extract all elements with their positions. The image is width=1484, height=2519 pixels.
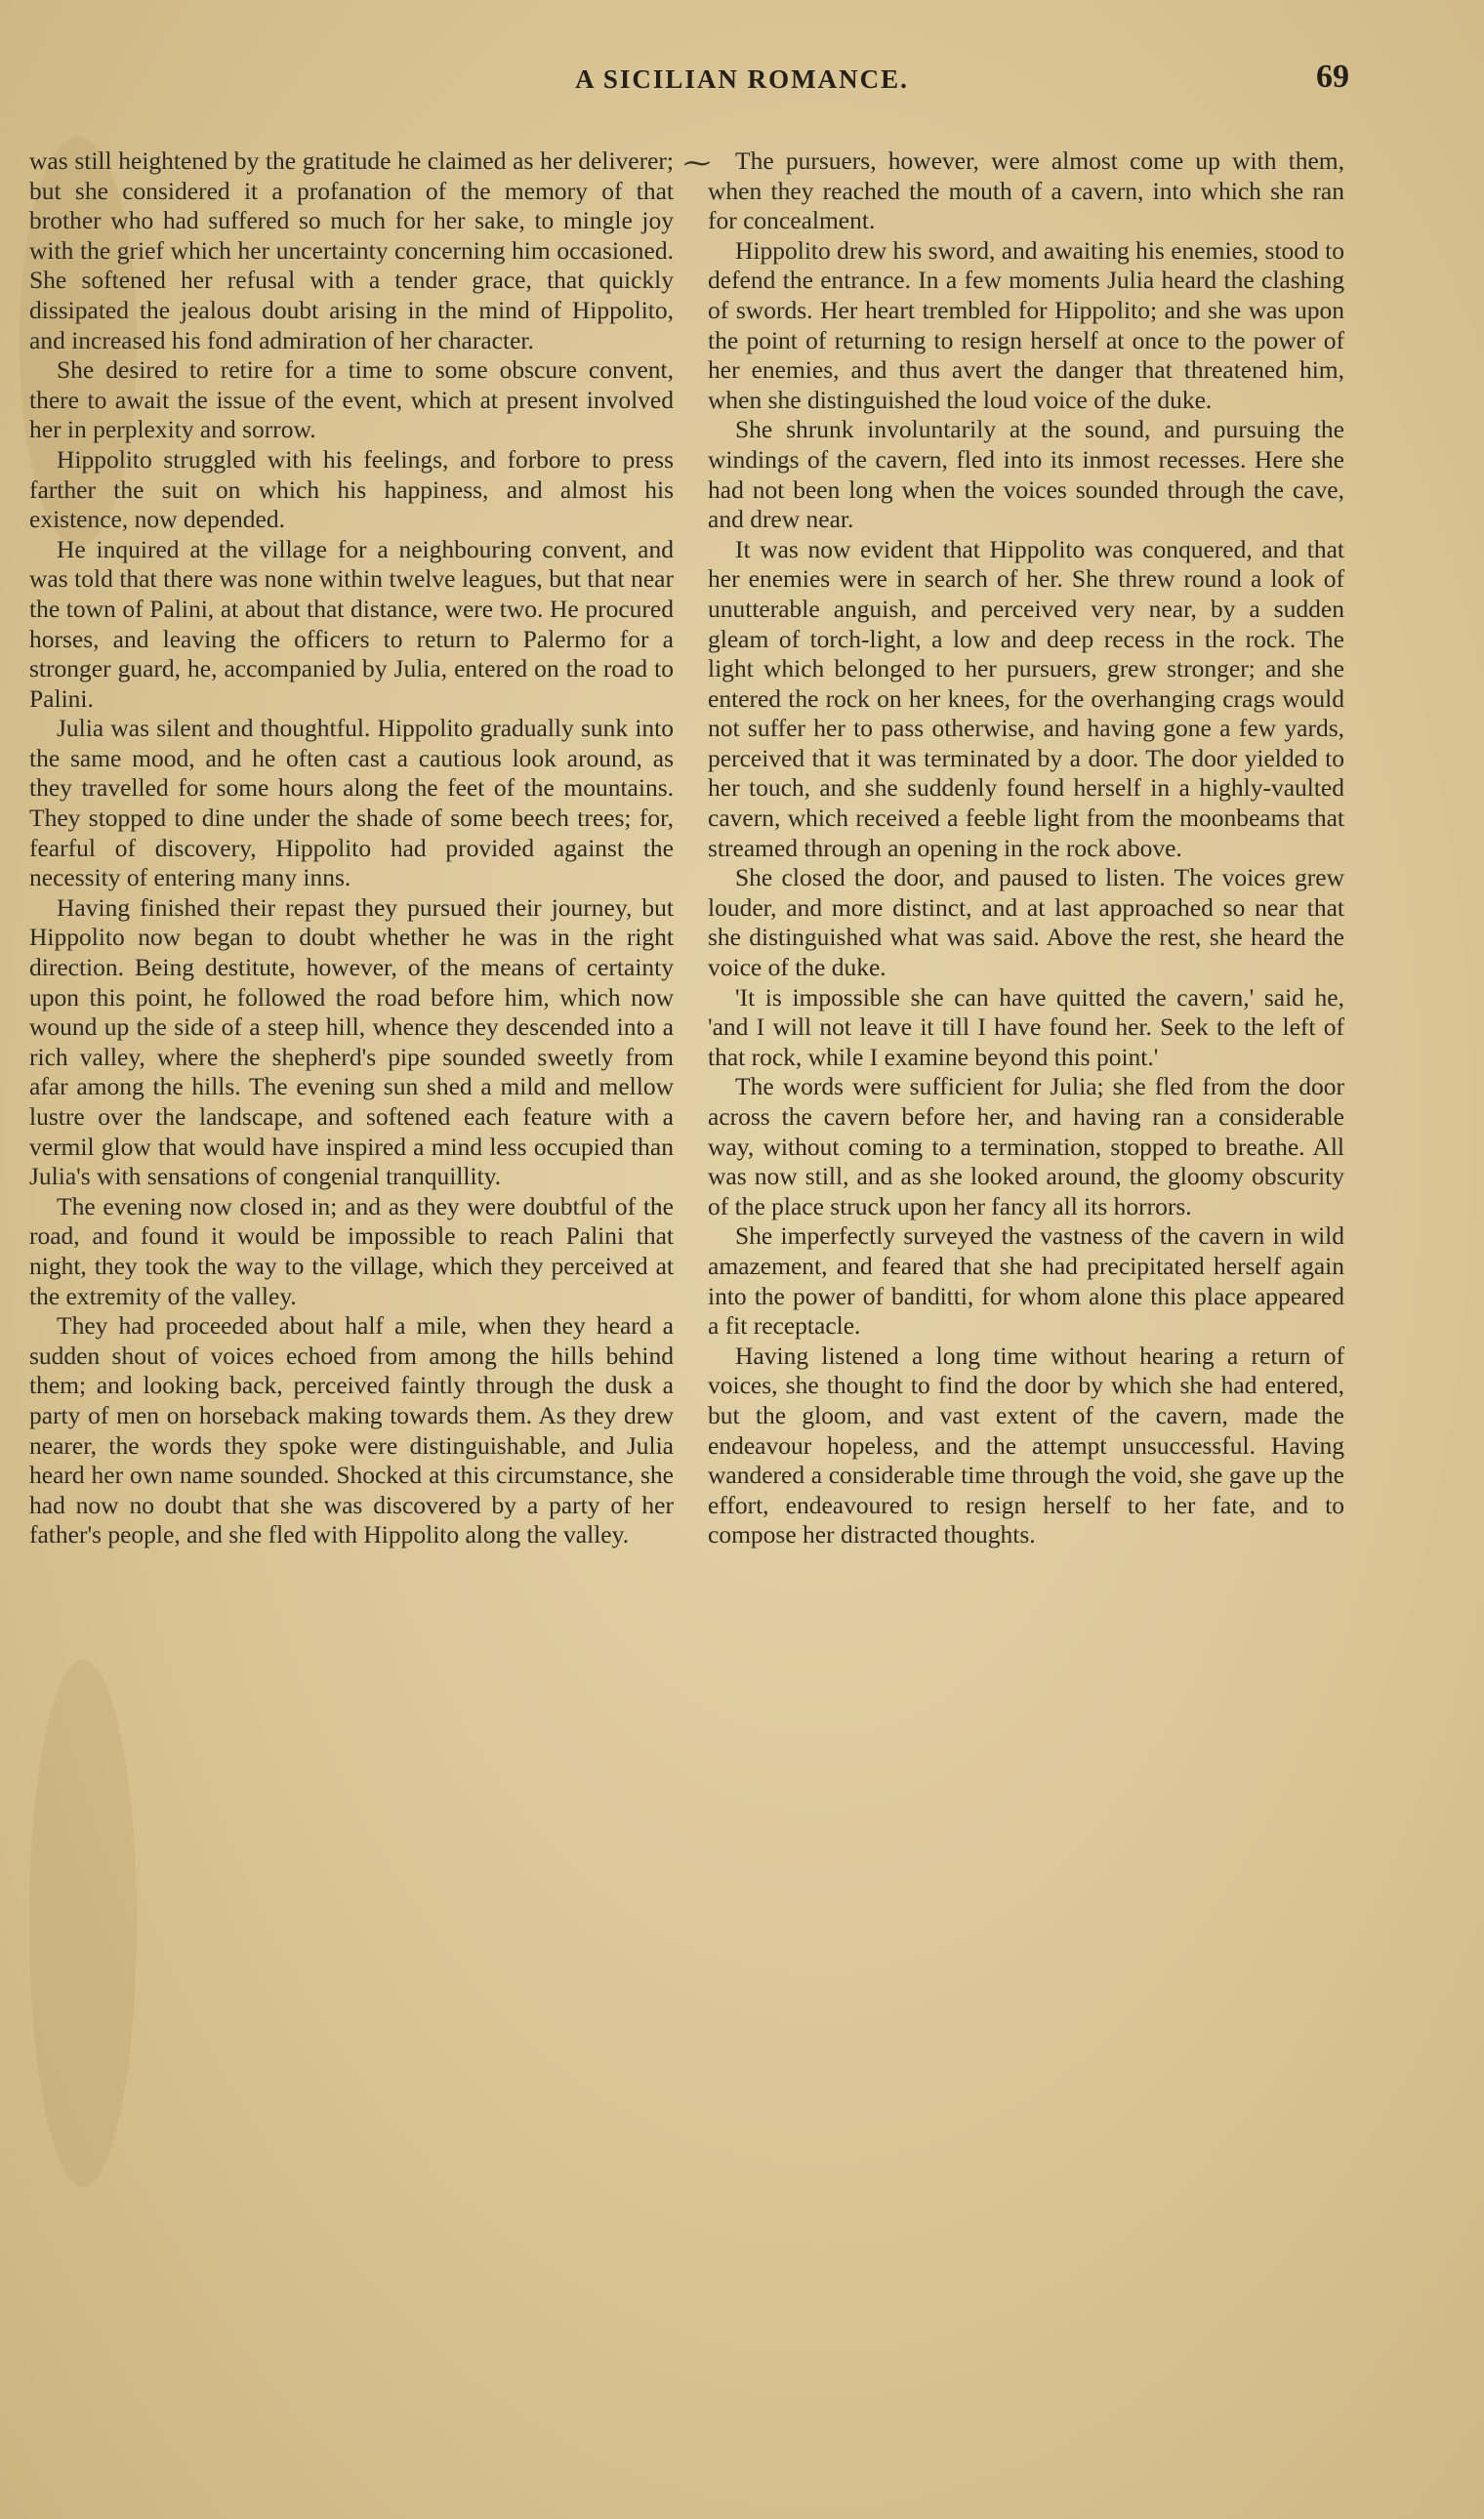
page-number: 69 [1316, 59, 1349, 95]
page-header [0, 59, 1484, 103]
paragraph: The evening now closed in; and as they were doubtful of the road, and found it would be impossible to reach Palini that night, they took the way to the village, which they perceived at the extremity of the valley. [29, 1191, 674, 1310]
paragraph: The words were sufficient for Julia; she fled from the door across the cavern before her, and having ran a considerable way, without coming to a termination, stopped to breathe. All was now still, and as she looked around, the gloomy obscurity of the place struck upon her fancy all its horrors. [708, 1072, 1344, 1220]
paragraph: Hippolito drew his sword, and awaiting his enemies, stood to defend the entrance. In a few moments Julia heard the clashing of swords. Her heart trembled for Hippolito; and she was upon the point of returning to resign herself at once to the power of her enemies, and thus avert the danger that threatened him, when she distinguished the loud voice of the duke. [708, 235, 1344, 414]
paragraph: 'It is impossible she can have quitted the cavern,' said he, 'and I will not leave it till I have found her. Seek to the left of that rock, while I examine beyond this point.' [708, 982, 1344, 1071]
right-column [708, 146, 1344, 1550]
paragraph: She imperfectly surveyed the vastness of the cavern in wild amazement, and feared that she had precipitated herself again into the power of banditti, for whom alone this place appeared a fit receptacle. [708, 1221, 1344, 1341]
paragraph: They had proceeded about half a mile, when they heard a sudden shout of voices echoed from among the hills behind them; and looking back, perceived faintly through the dusk a party of men on horseback making towards them. As they drew nearer, the words they spoke were distinguishable, and Julia heard her own name sounded. Shocked at this circumstance, she had now no doubt that she was discovered by a party of her father's people, and she fled with Hippolito along the valley. [29, 1311, 674, 1549]
paragraph: The pursuers, however, were almost come up with them, when they reached the mouth of a cavern, into which she ran for concealment. [708, 146, 1344, 235]
left-column [29, 146, 674, 1550]
paragraph: Hippolito struggled with his feelings, and forbore to press farther the suit on which his happiness, and almost his existence, now depended. [29, 444, 674, 534]
paragraph: Having finished their repast they pursued their journey, but Hippolito now began to doubt whether he was in the right direction. Being destitute, however, of the means of certainty upon this point, he followed the road before him, which now wound up the side of a steep hill, whence they descended into a rich valley, where the shepherd's pipe sounded sweetly from afar among the hills. The evening sun shed a mild and mellow lustre over the landscape, and softened each feature with a vermil glow that would have inspired a mind less occupied than Julia's with sensations of congenial tranquillity. [29, 892, 674, 1191]
running-title: A SICILIAN ROMANCE. [575, 64, 909, 94]
paper-stain [29, 1660, 137, 2187]
paragraph: She shrunk involuntarily at the sound, and pursuing the windings of the cavern, fled into its inmost recesses. Here she had not been long when the voices sounded through the cave, and drew near. [708, 415, 1344, 534]
paragraph: She desired to retire for a time to some obscure convent, there to await the issue of the event, which at present involved her in perplexity and sorrow. [29, 355, 674, 444]
paragraph: Having listened a long time without hearing a return of voices, she thought to find the door by which she had entered, but the gloom, and vast extent of the cavern, made the endeavour hopeless, and the attempt unsuccessful. Having wandered a considerable time through the void, she gave up the effort, endeavoured to resign herself to her fate, and to compose her distracted thoughts. [708, 1341, 1344, 1549]
paragraph: Julia was silent and thoughtful. Hippolito gradually sunk into the same mood, and he often cast a cautious look around, as they travelled for some hours along the feet of the mountains. They stopped to dine under the shade of some beech trees; for, fearful of discovery, Hippolito had provided against the necessity of entering many inns. [29, 714, 674, 892]
paragraph: was still heightened by the gratitude he claimed as her deliverer; but she considered it a profanation of the memory of that brother who had suffered so much for her sake, to mingle joy with the grief which her uncertainty concerning him occasioned. She softened her refusal with a tender grace, that quickly dissipated the jealous doubt arising in the mind of Hippolito, and increased his fond admiration of her character. [29, 146, 674, 354]
paragraph: He inquired at the village for a neighbouring convent, and was told that there was none within twelve leagues, but that near the town of Palini, at about that distance, were two. He procured horses, and leaving the officers to return to Palermo for a stronger guard, he, accompanied by Julia, entered on the road to Palini. [29, 534, 674, 713]
margin-mark: ⁓ [683, 148, 711, 179]
paragraph: She closed the door, and paused to listen. The voices grew louder, and more distinct, and at last approached so near that she distinguished what was said. Above the rest, she heard the voice of the duke. [708, 863, 1344, 982]
paragraph: It was now evident that Hippolito was conquered, and that her enemies were in search of her. She threw round a look of unutterable anguish, and perceived very near, by a sudden gleam of torch-light, a low and deep recess in the rock. The light which belonged to her pursuers, grew stronger; and she entered the rock on her knees, for the overhanging crags would not suffer her to pass otherwise, and having gone a few yards, perceived that it was terminated by a door. The door yielded to her touch, and she suddenly found herself in a highly-vaulted cavern, which received a feeble light from the moonbeams that streamed through an opening in the rock above. [708, 534, 1344, 862]
